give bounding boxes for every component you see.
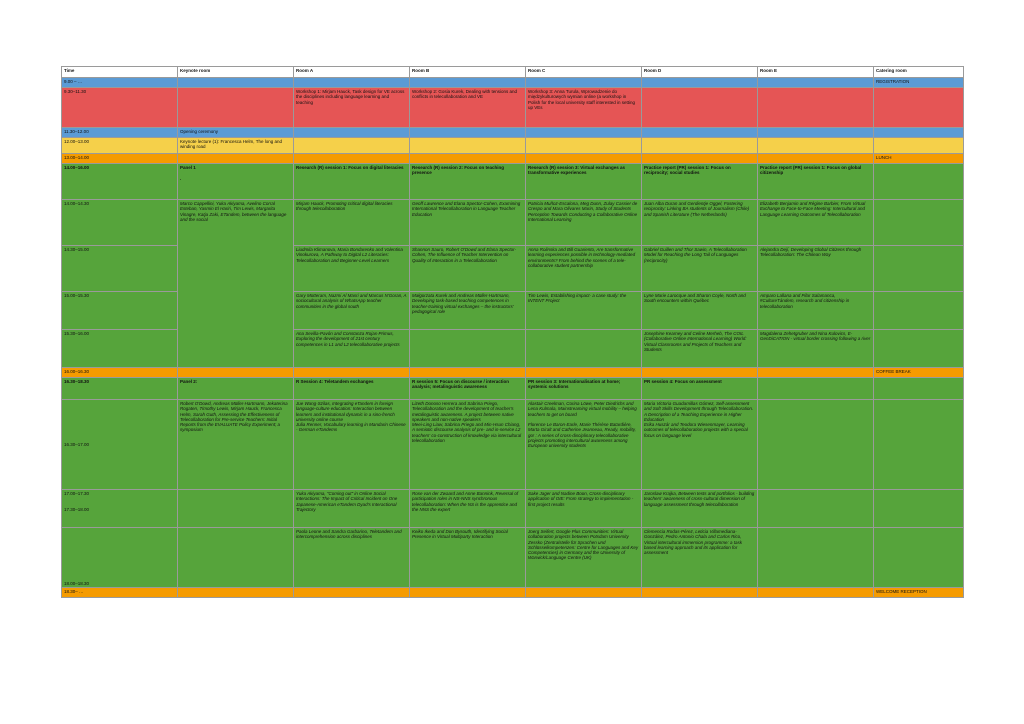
keynote-lecture: Keynote lecture (1): Francesca Helm, The long and winding road: [178, 138, 294, 154]
header-room-e: Room E: [758, 67, 874, 78]
talk-cell: Elizabeth Benjamin and Régine Barbier, From Virtual Exchange to Face-to-Face Meeting: Intercultural and Language Learning Outcomes of Telecollaboration: [758, 200, 874, 246]
row-workshops: [62, 88, 964, 128]
header-keynote-room: Keynote room: [178, 67, 294, 78]
talk-cell: Maria Victoria Guadamillas Gómez, Self-assessment and Soft Skills Development through Telecollaboration. A Description of a Teaching Experience in Higher Education Erika Huszár and Teodora Wiesenmayer, Learning outcomes of telecollaboration projects with a special focus on language level: [642, 400, 758, 490]
time-cell: 16.30–17.00: [62, 400, 178, 490]
row-slot-1400: [62, 200, 964, 246]
row-welcome: [62, 588, 964, 598]
talk-cell: Clemencia Rodas-Pérez, Leticia Villamediana-González, Pedro Antonio Chala and Carlos Rico, Virtual intercultural immersion programme: a task based learning approach and its application for assessment: [642, 528, 758, 588]
row-opening: [62, 128, 964, 138]
session-r4-title: R Session 4: Teletandem exchanges: [294, 378, 410, 400]
catering-cell: WELCOME RECEPTION: [874, 588, 964, 598]
row-session1-head: [62, 164, 964, 200]
talk-cell: Mirjam Hauck, Promoting critical digital literacies through telecollaboration: [294, 200, 410, 246]
session-r5-title: R session 5: Focus on discourse / interaction analysis; metalinguistic awareness: [410, 378, 526, 400]
row-keynote: [62, 138, 964, 154]
schedule-sheet: [61, 66, 964, 598]
session-pr3-title: PR session 3: Internationalisation at home; systemic solutions: [526, 378, 642, 400]
session-pr1-title: Practice report (PR) session 1: Focus on reciprocity; social studies: [642, 164, 758, 200]
time-cell: 14.30–15.00: [62, 246, 178, 292]
talk-cell: Amparo Lallana and Pilar Salamanca, #CultureTándem, research and citizenship in telecollaboration: [758, 292, 874, 330]
time-cell: 14.00–14.30: [62, 200, 178, 246]
time-cell: 18.30– …: [62, 588, 178, 598]
talk-cell: Geoff Lawrence and Elana Spector-Cohen, Examining International Telecollaboration in Language Teacher Education: [410, 200, 526, 246]
row-slot-1800: [62, 528, 964, 588]
time-cell: 16.00–16.30: [62, 368, 178, 378]
panel-2-members: Robert O'Dowd, Andreas Müller-Hartmann, Jekaterina Rogaten, Timothy Lewis, Mirjam Hauck, Francesca Helm, Sarah Guth, Assessing the Effectiveness of Telecollaboration for Pre-service Teachers: Initial Reports from the EVALUATE Policy Experiment; a symposium: [178, 400, 294, 490]
session-r3-title: Research (R) session 3: Virtual exchanges as transformative experiences: [526, 164, 642, 200]
talk-cell: Josephine Kearney and Celine Merheb, The COIL (Collaborative Online International Learning) World: Virtual Classrooms and Projects of Teachers and Students: [642, 330, 758, 368]
talk-cell: Lyne Marie Larocque and Sharon Coyle, North and South encounters within Québec: [642, 292, 758, 330]
row-session2-head: [62, 378, 964, 400]
row-lunch: [62, 154, 964, 164]
talk-cell: Juan Alba Duran and Gerdientje Oggel, Fostering reciprocity: Linking BA students of Journalism (Chile) and Spanish Literature (The Netherlands): [642, 200, 758, 246]
row-slot-1630: [62, 400, 964, 490]
time-cell: 12.00–13.00: [62, 138, 178, 154]
catering-cell: LUNCH: [874, 154, 964, 164]
row-registration: [62, 78, 964, 88]
header-room-d: Room D: [642, 67, 758, 78]
time-cell: 11.30–12.00: [62, 128, 178, 138]
workshop-1: Workshop 1: Mirjam Hauck, Task design for VE across the disciplines including language learning and teaching: [294, 88, 410, 128]
talk-cell: Jue Wang-Szilas, Integrating eTandem in foreign language-culture education: Interaction between learners and institutional dynamic in a sino-french university online course Julia Renner, Vocabulary learning in Mandarin Chinese - German eTandems: [294, 400, 410, 490]
panel-2-title: Panel 2:: [178, 378, 294, 400]
header-catering-room: Catering room: [874, 67, 964, 78]
talk-cell: Małgorzata Kurek and Andreas Müller-Hartmann, Developing task-based teaching competences in teacher-training virtual exchanges – the instructors' pedagogical role: [410, 292, 526, 330]
talk-cell: Liudmila Klimanova, Maria Bondarenko and Valentina Vinokurova, A Pathway to Digital L2 Literacies: Telecollaboration and Beginner-Level Learners: [294, 246, 410, 292]
talk-cell: Ana Sevilla-Pavón and Constanza Rojas-Primus, Exploring the development of 21st century competences in L1 and L2 telecollaborative projects: [294, 330, 410, 368]
panel-1-title: Panel 1 .: [178, 164, 294, 200]
session-r2-title: Research (R) session 2: Focus on teaching presence: [410, 164, 526, 200]
schedule-table: [61, 66, 964, 598]
talk-cell: Gary Motteram, Nazmi Al Masri and Marcus N'Goran, A sociocultural analysis of WhatsApp teacher communities in the global south: [294, 292, 410, 330]
talk-cell: Shannon Sauro, Robert O'Dowd and Elana Spector-Cohen, The Influence of Teacher Intervention on Quality of Interaction in a Telecollaboration: [410, 246, 526, 292]
workshop-3: Workshop 3: Anna Turula, Wprowadzenie do międzykulturowych wymian online (a workshop in Polish for the local university staff interested in setting up VEs: [526, 88, 642, 128]
talk-cell: Jaroslaw Krajka, Between tests and portfolios - building teachers' awareness of cross-cultural dimension of language assessment through telecollaboration: [642, 490, 758, 528]
header-room-c: Room C: [526, 67, 642, 78]
talk-cell: Keiko Ikeda and Don Bysouth, Identifying Social Presence in Virtual Multiparty Interaction: [410, 528, 526, 588]
talk-cell: Rose van der Zwaard and Anne Bannink, Reversal of participation roles in NS-NNS synchronous telecollaboration: When the NS is the apprentice and the NNS the expert: [410, 490, 526, 528]
time-cell: 18.00–18.30: [62, 528, 178, 588]
time-cell: 15.00–15.30: [62, 292, 178, 330]
row-coffee: [62, 368, 964, 378]
opening-ceremony: Opening ceremony: [178, 128, 294, 138]
talk-cell: Magdalena Zehetgruber and Nina Kulovics, E-GenDiCATION - virtual border crossing following a river: [758, 330, 874, 368]
talk-cell: Tim Lewis, Establishing impact- a case study: the INTENT Project: [526, 292, 642, 330]
talk-cell: Gabriel Guillen and Thor Sawin, A Telecollaboration Model for Reaching the Long Tail of Languages (reciprocity): [642, 246, 758, 292]
time-cell: 14.00–16.00: [62, 164, 178, 200]
time-cell: 13.00–14.00: [62, 154, 178, 164]
talk-cell: Anna Rolinska and Bill Guariento, Are transformative learning experiences possible in technology-mediated environments? From behind the scenes of a tele-collaborative student partnership: [526, 246, 642, 292]
row-slot-1730: [62, 490, 964, 528]
session-r1-title: Research (R) session 1: Focus on digital literacies: [294, 164, 410, 200]
panel-1-members: Marco Cappellini, Yuka Akiyama, Avelino Corral Esteban, Yasmin El Hariri, Tim Lewis, Margarita Vinagre, Katja Zaki, ETandem, between the language and the social: [178, 200, 294, 368]
time-cell: 9.00 – …: [62, 78, 178, 88]
talk-cell: Sake Jager and Nadine Boon, Cross-disciplinary application of OIE: From strategy to implementation - first project results: [526, 490, 642, 528]
header-room-a: Room A: [294, 67, 410, 78]
talk-cell: Paola Leone and Sandra Garbarino, Teletandem and intercomprehension across disciplines: [294, 528, 410, 588]
time-cell: 15.30–16.00: [62, 330, 178, 368]
talk-cell: Alastair Creelman, Corina Löwe, Peter Diedrichs and Lena Kulmala, Mainstreaming virtual mobility – helping teachers to get on board Florence Le Baron-Earle, Marie Thérèse Batardière, Marta Giralt and Catherine Jeanneau, Ready, mobility, go! : A series of cross-disciplinary telecollaborative projects promoting intercultural awareness among European university students: [526, 400, 642, 490]
talk-cell: Yuka Akiyama, "Coming out" in Online Social Interactions: The Impact of Critical Incident on One Japanese-American eTandem Dyad's Interactional Trajectory: [294, 490, 410, 528]
session-pr4-title: PR session 4: Focus on assessment: [642, 378, 758, 400]
talk-cell: Joerg Seifert, Google Plus Communities: Virtual collaboration projects between Potsdam University Zessko (Zentralstelle für Sprachen und Schlüsselkompetenzen: Centre for Languages and Key Competencies) in Germany and the University of Warwick/Language Centre (UK): [526, 528, 642, 588]
talk-cell: Patricia Muñoz-Escalona, Meg Dunn, Zulay Cassier de Crespo and Mara Olivares Marin, Study of Students Perception Towards Conducting a Collaborative Online International Learning: [526, 200, 642, 246]
time-cell: 16.30–18.30: [62, 378, 178, 400]
header-room-b: Room B: [410, 67, 526, 78]
header-row: [62, 67, 964, 78]
panel-1-mark: .: [180, 175, 182, 181]
header-time: Time: [62, 67, 178, 78]
catering-cell: COFFEE BREAK: [874, 368, 964, 378]
time-cell: 9.30–11.30: [62, 88, 178, 128]
session-pr1b-title: Practice report (PR) session 1: Focus on global citizenship: [758, 164, 874, 200]
talk-cell: Lizeth Donoso Herrera and Sabrina Priego, Telecollaboration and the development of teacher's metalinguistic awareness. A project between native speakers and non-native speakers Meei-Ling Liaw, Sabrina Priego and Min-Hsun Chiang, A semiotic discourse analysis of pre- and in-service L2 teachers' co-construction of knowledge via intercultural telecollaboration: [410, 400, 526, 490]
catering-cell: REGISTRATION: [874, 78, 964, 88]
workshop-2: Workshop 2: Gosia Kurek, Dealing with tensions and conflicts in telecollaboration and VE: [410, 88, 526, 128]
talk-cell: Alejandra Dejí, Developing Global Citizens through Telecollaboration: The Chilean Way: [758, 246, 874, 292]
time-cell: 17.00–17.30 17.30–18.00: [62, 490, 178, 528]
